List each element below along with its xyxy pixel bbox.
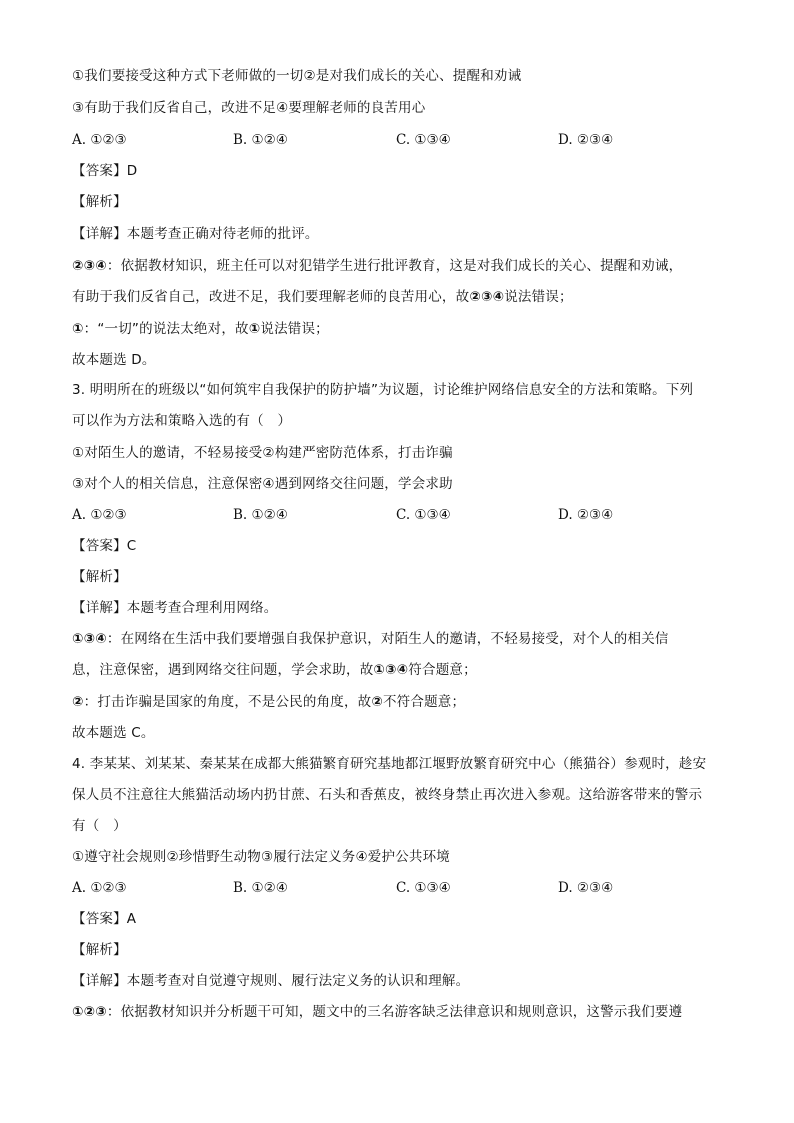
q3-answer: 【答案】C [72,538,137,554]
option-marks: ①③④ [72,631,107,647]
q4-answer: 【答案】A [72,911,137,927]
q4-option-b: B. ①②④ [233,880,288,896]
q2-detail: 【详解】本题考查正确对待老师的批评。 [72,226,319,242]
q4-analysis-label: 【解析】 [72,942,127,958]
q2-option-d: D. ②③④ [558,132,614,148]
q3-stem-2: 可以作为方法和策略入选的有（ ） [72,413,292,429]
q2-option-b: B. ①②④ [233,132,288,148]
explanation-text: 说法错误； [260,321,329,337]
q3-explanation-2 [72,692,465,712]
explanation-text: 不符合题意； [382,694,466,710]
q3-statement-2: ③对个人的相关信息，注意保密④遇到网络交往问题，学会求助 [72,476,453,492]
q3-detail: 【详解】本题考查合理利用网络。 [72,600,278,616]
q4-stem-1: 4. 李某某、刘某某、秦某某在成都大熊猫繁育研究基地都江堰野放繁育研究中心（熊猫谷）参观时，趁安 [72,756,707,772]
explanation-text: 息，注意保密，遇到网络交往问题，学会求助，故 [72,662,374,678]
q2-option-a: A. ①②③ [72,132,127,148]
option-marks: ② [72,694,84,710]
option-marks: ②③④ [469,289,505,305]
explanation-text: 有助于我们反省自己，改进不足，我们要理解老师的良苦用心，故 [72,289,470,305]
q2-statement-1: ①我们要接受这种方式下老师做的一切②是对我们成长的关心、提醒和劝诫 [72,68,522,84]
option-marks: ②③④ [72,258,107,274]
q2-answer: 【答案】D [72,163,138,179]
q2-conclusion: 故本题选 D。 [72,352,156,368]
q4-explanation-1 [72,1002,682,1022]
q2-option-c: C. ①③④ [396,132,451,148]
option-marks: ① [248,321,261,337]
option-marks: ① [72,321,84,337]
explanation-text: ：依据教材知识，班主任可以对犯错学生进行批评教育，这是对我们成长的关心、提醒和劝诫， [106,258,683,274]
q3-analysis-label: 【解析】 [72,569,127,585]
q3-explanation-1 [72,629,669,649]
q3-stem-1: 3. 明明所在的班级以“如何筑牢自我保护的防护墙”为议题，讨论维护网络信息安全的方法和策略。下列 [72,382,694,398]
q3-explanation-1-cont [72,660,477,680]
q4-option-d: D. ②③④ [558,880,614,896]
explanation-text: ：依据教材知识并分析题干可知，题文中的三名游客缺乏法律意识和规则意识，这警示我们要遵 [106,1004,683,1020]
explanation-text: ：打击诈骗是国家的角度，不是公民的角度，故 [83,694,372,710]
explanation-text: ：“一切”的说法太绝对，故 [83,321,249,337]
q2-statement-2: ③有助于我们反省自己，改进不足④要理解老师的良苦用心 [72,100,426,116]
explanation-text: 说法错误； [504,289,573,305]
q4-stem-3: 有（ ） [72,818,127,834]
q3-option-b: B. ①②④ [233,507,288,523]
q2-analysis-label: 【解析】 [72,194,127,210]
q3-option-d: D. ②③④ [558,507,614,523]
q2-explanation-1-cont [72,287,573,307]
q2-explanation-1 [72,256,682,276]
q3-option-a: A. ①②③ [72,507,127,523]
q3-conclusion: 故本题选 C。 [72,725,155,741]
option-marks: ② [371,694,383,710]
q2-explanation-2 [72,319,329,339]
option-marks: ①③④ [373,662,409,678]
q4-option-a: A. ①②③ [72,880,127,896]
q4-option-c: C. ①③④ [396,880,451,896]
explanation-text: 符合题意； [408,662,477,678]
q3-statement-1: ①对陌生人的邀请，不轻易接受②构建严密防范体系，打击诈骗 [72,445,453,461]
q4-stem-2: 保人员不注意往大熊猫活动场内扔甘蔗、石头和香蕉皮，被终身禁止再次进入参观。这给游客带来的警示 [72,787,703,803]
q4-detail: 【详解】本题考查对自觉遵守规则、履行法定义务的认识和理解。 [72,973,470,989]
q3-option-c: C. ①③④ [396,507,451,523]
explanation-text: ：在网络在生活中我们要增强自我保护意识，对陌生人的邀请，不轻易接受，对个人的相关信 [106,631,669,647]
q4-statement-1: ①遵守社会规则②珍惜野生动物③履行法定义务④爱护公共环境 [72,849,451,865]
option-marks: ①②③ [72,1004,107,1020]
